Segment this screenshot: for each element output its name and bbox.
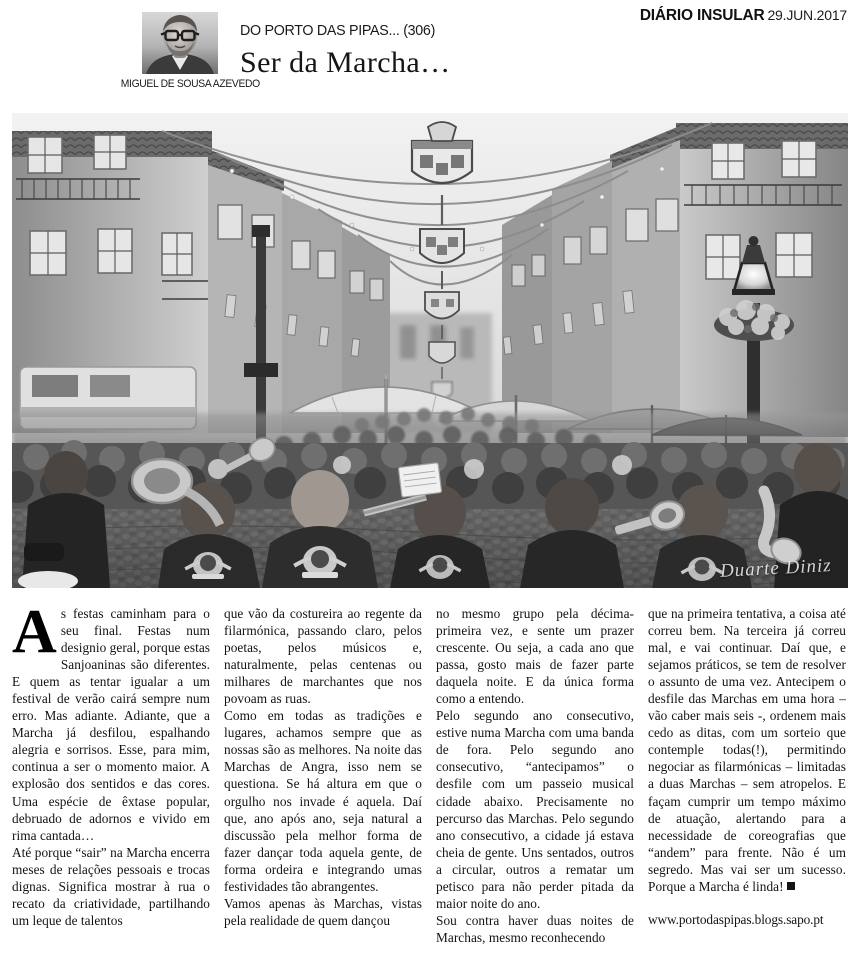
masthead-date: 29.JUN.2017 [767,7,847,23]
photo-credit: Duarte Diniz [719,555,833,582]
drop-cap: A [12,598,57,666]
paragraph: Até porque “sair” na Marcha encerra meses de relações pessoais e trocas dignas. Significa mostrar à rua o recato da criatividade, partilhando um leque de talentos [12,844,210,928]
paragraph: que vão da costureira ao regente da filarmónica, passando claro, pelos poetas, pelos músicos e, naturalmente, pelas centenas ou milhares de marchantes que nos povoam as ruas. [224,606,422,707]
end-mark-icon [787,882,795,890]
article-column-2 [224,605,422,955]
article-header [12,12,632,104]
paragraph: no mesmo grupo pela décima-primeira vez, e sente um prazer crescente. Ou seja, a cada ano que passa, gosto mais de fazer parte daquela noite. E da única forma como a entendo. [436,606,634,707]
author-blog-url[interactable]: www.portodaspipas.blogs.sapo.pt [648,911,824,927]
author-portrait [142,12,218,74]
page-title: Ser da Marcha… [240,46,451,79]
article-column-1 [12,598,210,955]
article-column-3 [436,605,634,955]
article-body [12,598,848,955]
masthead [640,8,847,24]
paragraph-text: que na primeira tentativa, a coisa até correu bem. Na terceira já correu mal, e vai continuar. Daí que, e sejamos práticos, se tem de resolver o assunto de uma vez. Antecipem o desfile das Marchas em uma hora – vão caber mais seis -, ordenem mais cedo as ditas, com um sorteio que contemple todas(!), permitindo negociar as filarmónicas – limitadas a duas Marchas – sem atropelos. E façam cumprir um tempo máximo de atuação, alertando para a necessidade de coreografias que “andem” para frente. Não é um segredo. Mas vai ser um sucesso. Porque a Marcha é linda! [648,606,846,894]
paragraph: Pelo segundo ano consecutivo, estive numa Marcha com uma banda de fora. Pelo segundo ano consecutivo, “antecipamos” o desfile com um passeio musical cidade abaixo. Precisamente no percurso das Marchas. Pelo segundo ano consecutivo, a cidade já estava cheia de gente. Uns sentados, outros a circular, outros a rematar um petisco para não perder pitada da maior noite do ano. [436,708,634,911]
paragraph: Vamos apenas às Marchas, vistas pela realidade de quem dançou [224,895,422,928]
column-kicker: DO PORTO DAS PIPAS... (306) [240,22,436,39]
paragraph [12,598,210,844]
article-column-4 [648,605,846,955]
author-block [117,12,260,90]
title-block [240,22,451,100]
article-photo [12,113,848,588]
paragraph-text: s festas caminham para o seu final. Festas num designio geral, porque estas Sanjoaninas são diferentes. E quem as tentar igualar a um festival de verão cairá sempre num erro. Mas adiante. Adiante, que a Marcha já desfilou, espalhando alegria e sorrisos. Esse, para mim, continua a ser o momento maior. A explosão dos sentidos e das cores. Uma espécie de êxtase popular, debruado de adornos e vivido em rima cantada… [12,606,210,843]
paragraph: Como em todas as tradições e lugares, achamos sempre que as nossas são as melhores. Na noite das Marchas de Angra, isso nem se questiona. Se há altura em que o orgulho nos invade é aquela. Daí que, ano após ano, seja natural a discussão pela melhor forma de fazer dançar toda aquela gente, de forma ordeira e integrando umas festividades tão abrangentes. [224,708,422,894]
author-name: MIGUEL DE SOUSA AZEVEDO [120,78,260,90]
paragraph [648,605,846,895]
paragraph: Sou contra haver duas noites de Marchas, mesmo reconhecendo [436,912,634,945]
masthead-brand: DIÁRIO INSULAR [639,7,765,24]
